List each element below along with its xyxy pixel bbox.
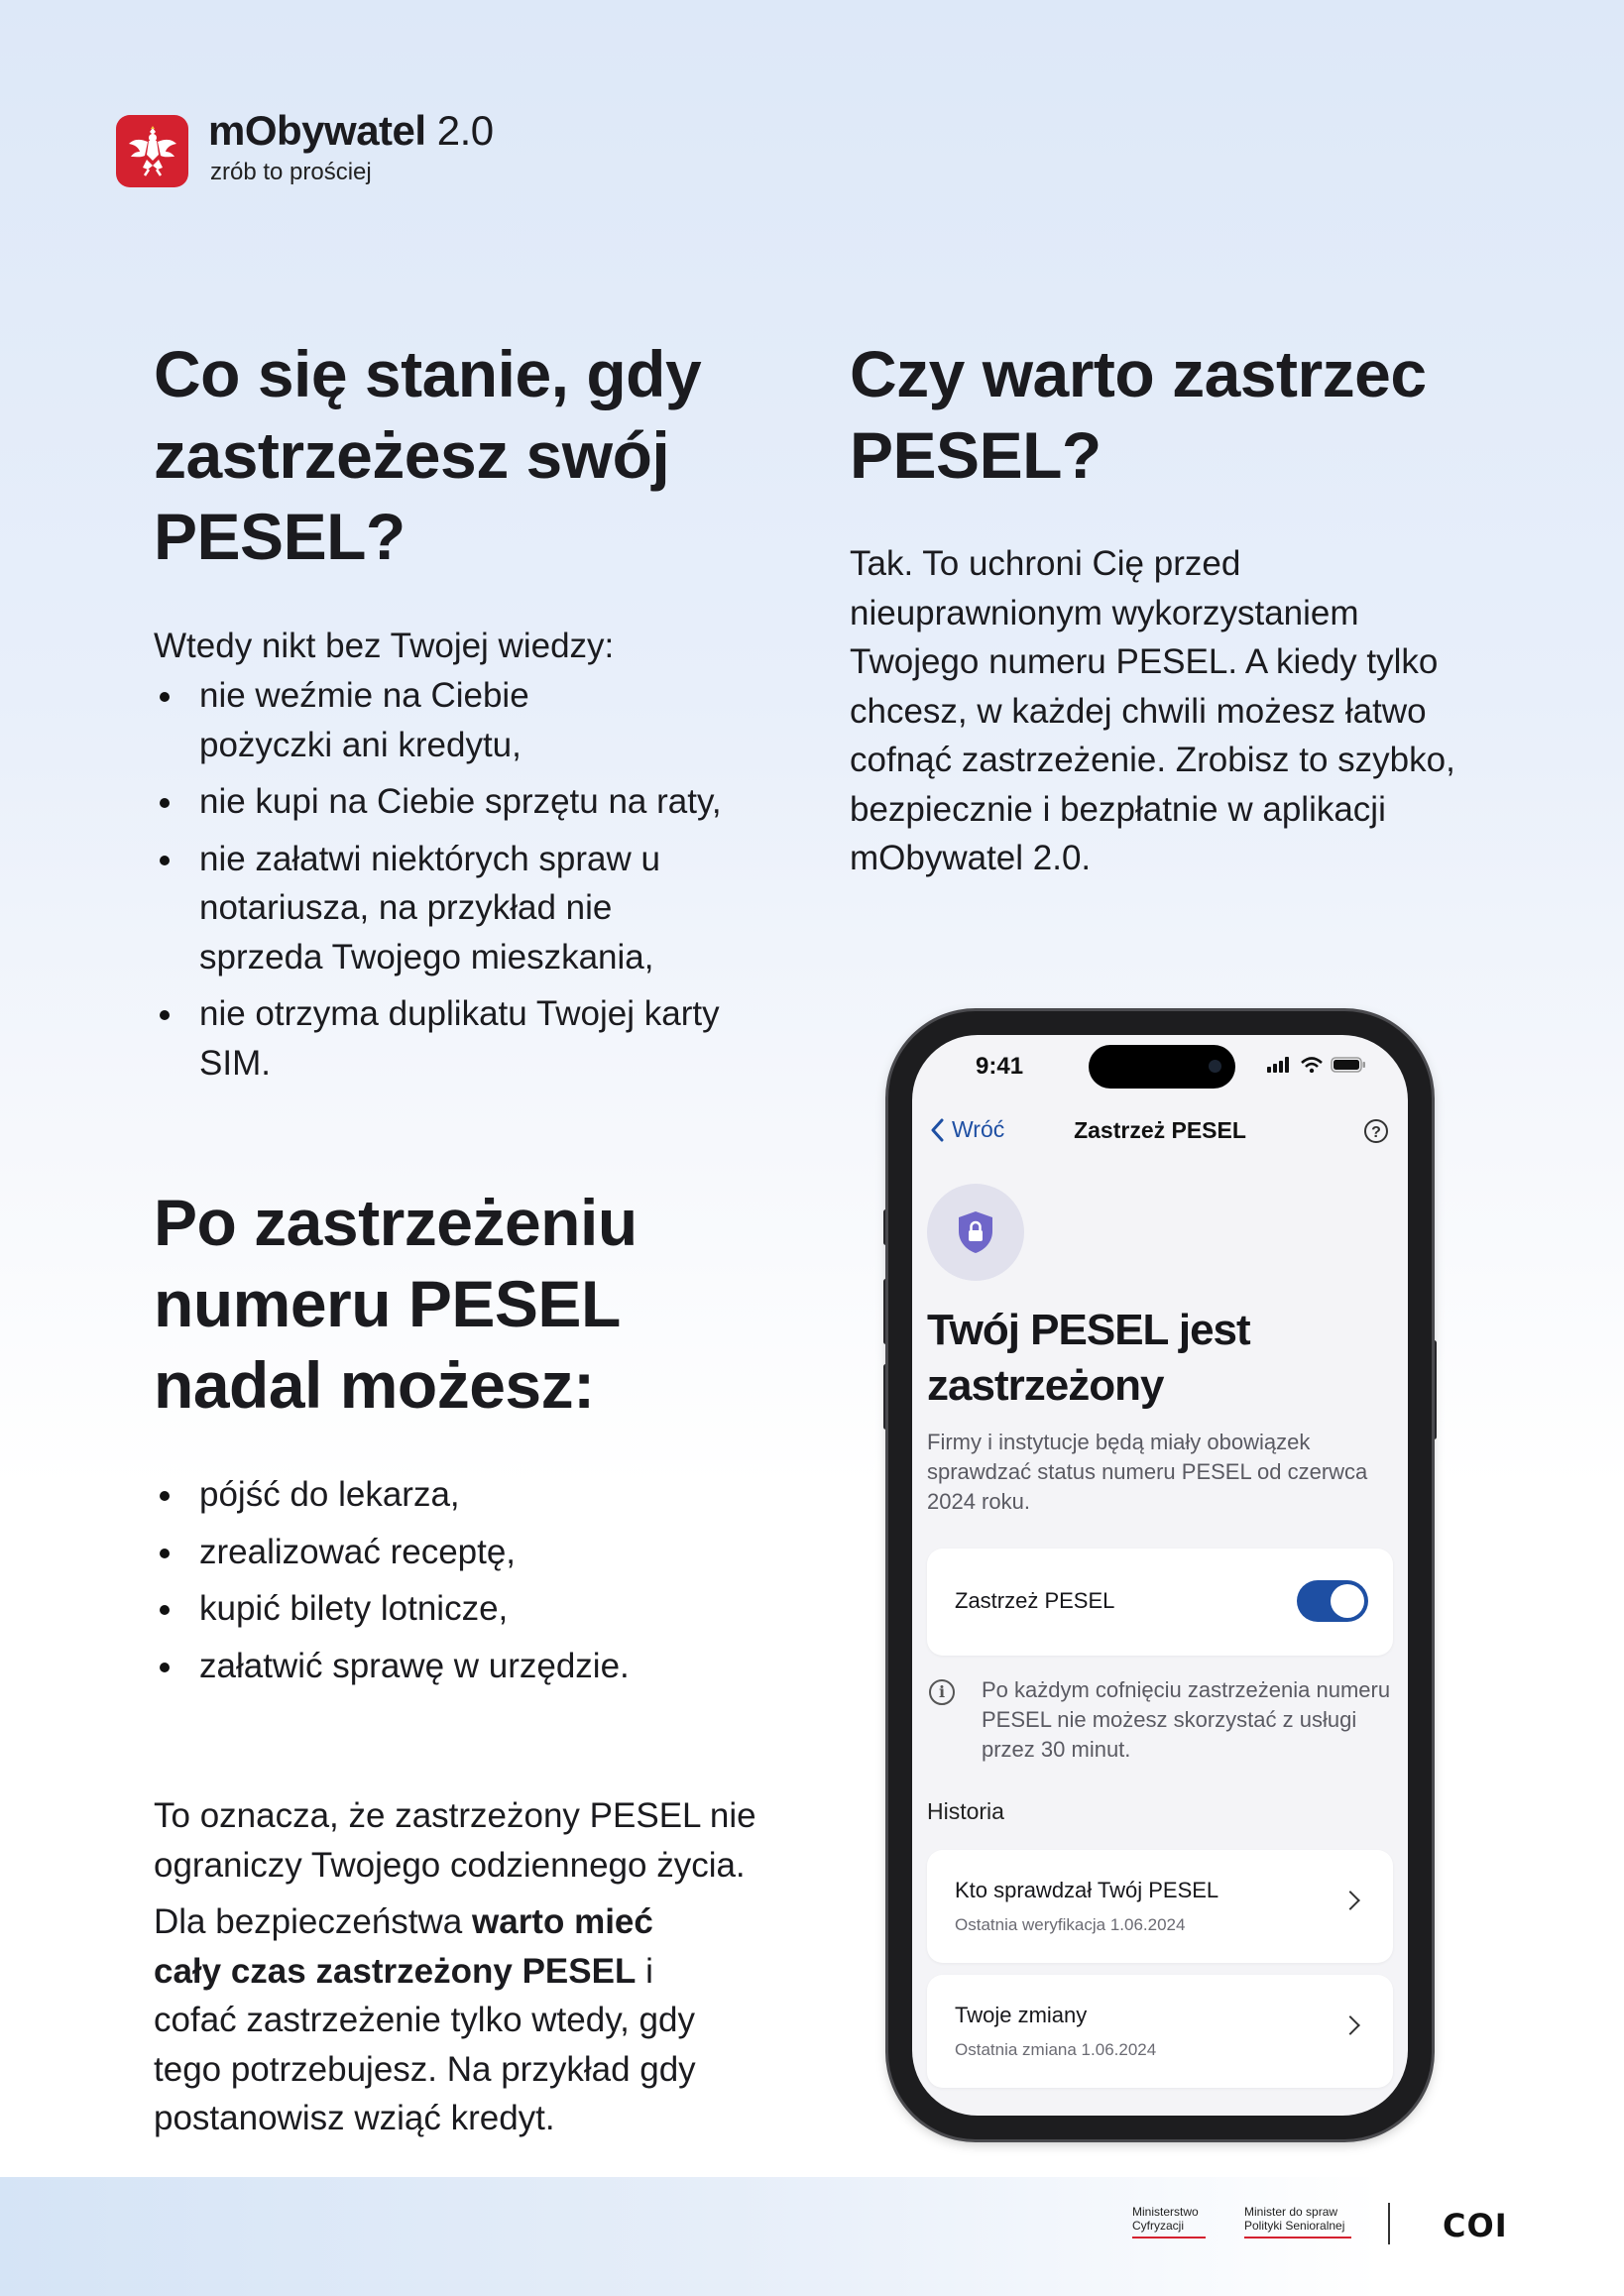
app-name: mObywatel 2.0 <box>208 107 494 154</box>
shield-lock-icon <box>956 1209 995 1255</box>
history-item-subtitle: Ostatnia zmiana 1.06.2024 <box>955 2040 1157 2059</box>
history-item-changes[interactable] <box>927 1975 1393 2088</box>
history-item-checks[interactable] <box>927 1850 1393 1963</box>
list-item: zrealizować receptę, <box>154 1528 749 1577</box>
list-item: nie weźmie na Ciebie pożyczki ani kredytu, <box>154 671 665 769</box>
toggle-label: Zastrzeż PESEL <box>955 1588 1115 1613</box>
list-item: kupić bilety lotnicze, <box>154 1584 749 1634</box>
heading-still-can: Po zastrzeżeniu numeru PESEL nadal możesz: <box>154 1186 638 1422</box>
mobywatel-logo-icon <box>116 115 188 187</box>
heading-worth-it: Czy warto zastrzec PESEL? <box>850 337 1427 492</box>
coi-logo: COI <box>1443 2207 1508 2244</box>
still-can-list <box>154 1470 749 1698</box>
intro-text: Wtedy nikt bez Twojej wiedzy: <box>154 627 615 665</box>
back-label: Wróć <box>952 1116 1005 1142</box>
footer-separator <box>1388 2203 1390 2244</box>
toggle-card <box>927 1549 1393 1656</box>
phone-screen <box>912 1035 1408 2116</box>
dynamic-island <box>1089 1045 1235 1089</box>
list-item: pójść do lekarza, <box>154 1470 749 1520</box>
wifi-icon <box>1301 1057 1323 1073</box>
daily-life-paragraph: To oznacza, że zastrzeżony PESEL nie ograniczy Twojego codziennego życia. <box>154 1796 756 1885</box>
signal-icon <box>1267 1057 1293 1073</box>
chevron-right-icon <box>1340 1891 1360 1910</box>
battery-icon <box>1331 1057 1366 1073</box>
history-heading: Historia <box>927 1798 1004 1824</box>
ministry-senior-logo: Minister do spraw Polityki Senioralnej <box>1244 2205 1351 2239</box>
shield-badge <box>927 1184 1024 1281</box>
status-icons <box>1267 1057 1366 1073</box>
app-tagline: zrób to prościej <box>210 159 372 185</box>
info-text: Po każdym cofnięciu zastrzeżenia numeru PESEL nie możesz skorzystać z usługi przez 30 minut. <box>982 1677 1391 1762</box>
block-pesel-toggle[interactable] <box>1297 1580 1368 1622</box>
consequences-list <box>154 671 749 1095</box>
status-title: Twój PESEL jest zastrzeżony <box>927 1306 1250 1410</box>
history-item-title: Kto sprawdzał Twój PESEL <box>955 1878 1219 1902</box>
heading-what-happens: Co się stanie, gdy zastrzeżesz swój PESEL? <box>154 337 702 573</box>
status-description: Firmy i instytucje będą miały obowiązek sprawdzać status numeru PESEL od czerwca 2024 roku. <box>927 1430 1368 1514</box>
list-item: nie otrzyma duplikatu Twojej karty SIM. <box>154 989 764 1088</box>
ministry-digital-logo: Ministerstwo Cyfryzacji <box>1132 2205 1206 2239</box>
status-time: 9:41 <box>976 1053 1024 1080</box>
safety-paragraph: Dla bezpieczeństwa warto mieć cały czas zastrzeżony PESEL i cofać zastrzeżenie tylko wtedy, gdy tego potrzebujesz. Na przykład gdy postanowisz wziąć kredyt. <box>154 1902 696 2137</box>
help-icon[interactable]: ? <box>1364 1119 1388 1143</box>
history-item-title: Twoje zmiany <box>955 2003 1088 2027</box>
history-item-subtitle: Ostatnia weryfikacja 1.06.2024 <box>955 1915 1186 1934</box>
list-item: załatwić sprawę w urzędzie. <box>154 1642 749 1691</box>
footer-band <box>0 2177 1624 2296</box>
chevron-right-icon <box>1340 2015 1360 2035</box>
eagle-emblem-icon <box>127 124 178 179</box>
list-item: nie załatwi niektórych spraw u notariusza, na przykład nie sprzeda Twojego mieszkania, <box>154 835 725 982</box>
info-icon: i <box>929 1679 955 1705</box>
list-item: nie kupi na Ciebie sprzętu na raty, <box>154 777 749 827</box>
safety-emphasis: warto mieć cały czas zastrzeżony PESEL <box>154 1902 653 1991</box>
worth-it-text: Tak. To uchroni Cię przed nieuprawnionym wykorzystaniem Twojego numeru PESEL. A kiedy tylko chcesz, w każdej chwili możesz łatwo cofnąć zastrzeżenie. Zrobisz to szybko, bezpiecznie i bezpłatnie w aplikacji mObywatel 2.0. <box>850 544 1455 877</box>
phone-power-button <box>1432 1340 1437 1439</box>
nav-title: Zastrzeż PESEL <box>1074 1117 1246 1143</box>
app-version: 2.0 <box>436 107 494 154</box>
